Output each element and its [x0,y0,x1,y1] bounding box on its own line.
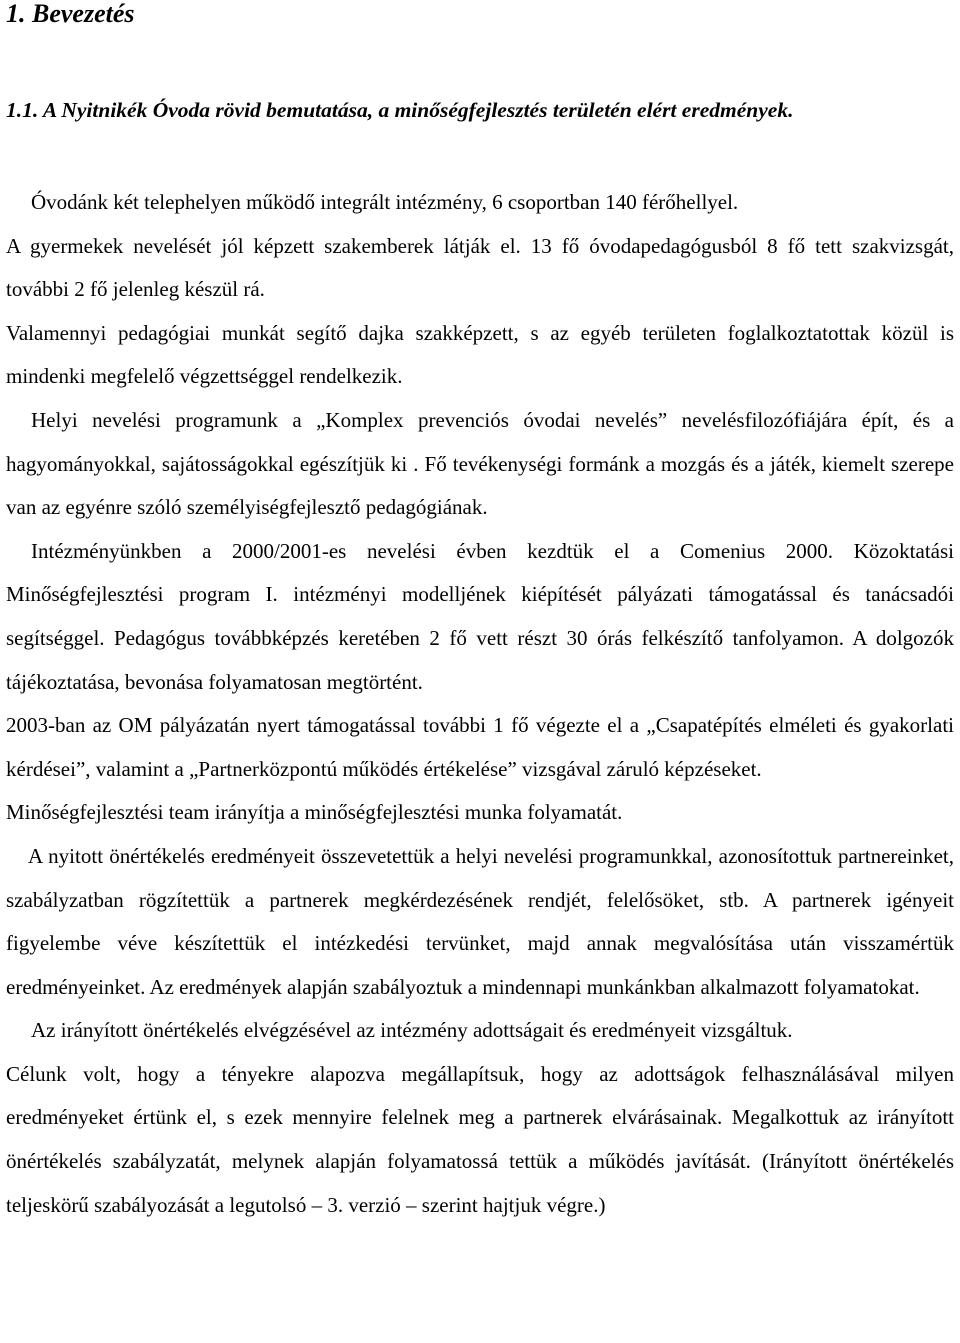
paragraph-program: Helyi nevelési programunk a „Komplex prevenciós óvodai nevelés” nevelésfilozófiájára épít, és a hagyományokkal, sajátosságokkal egészítjük ki . Fő tevékenységi formánk a mozgás és a játék, kiemelt szerepe van az egyénre szóló személyiségfejlesztő pedagógiának. [6,407,954,520]
chapter-heading: 1. Bevezetés [6,0,135,28]
paragraph-goals: Célunk volt, hogy a tényekre alapozva megállapítsuk, hogy az adottságok felhasználásával milyen eredményeket értünk el, s ezek mennyire felelnek meg a partnerek elvárásainak. Megalkottuk az irányított önértékelés szabályzatát, melynek alapján folyamatossá tettük a működés javítását. (Irányított önértékelés teljeskörű szabályozását a legutolsó – 3. verzió – szerint hajtjuk végre.) [6,1061,954,1217]
paragraph-nannies: Valamennyi pedagógiai munkát segítő dajka szakképzett, s az egyéb területen foglalkoztatottak közül is mindenki megfelelő végzettséggel rendelkezik. [6,320,954,389]
section-heading: 1.1. A Nyitnikék Óvoda rövid bemutatása, a minőségfejlesztés területén elért eredmények. [6,98,794,122]
paragraph-staff: A gyermekek nevelését jól képzett szakemberek látják el. 13 fő óvodapedagógusból 8 fő tett szakvizsgát, további 2 fő jelenleg készül rá. [6,233,954,302]
paragraph-om-grant: 2003-ban az OM pályázatán nyert támogatással további 1 fő végezte el a „Csapatépítés elméleti és gyakorlati kérdései”, valamint a „Partnerközpontú működés értékelése” vizsgával záruló képzéseket. [6,713,954,781]
paragraph-comenius: Intézményünkben a 2000/2001-es nevelési évben kezdtük el a Comenius 2000. Közoktatási Minőségfejlesztési program I. intézményi modelljének kiépítését pályázati támogatással és tanácsadói segítséggel. Pedagógus továbbképzés keretében 2 fő vett részt 30 órás felkészítő tanfolyamon. A dolgozók tájékoztatása, bevonása folyamatosan megtörtént. [6,538,954,694]
paragraph-self-assessment: A nyitott önértékelés eredményeit összevetettük a helyi nevelési programunkkal, azonosítottuk partnereinket, szabályzatban rögzítettük a partnerek megkérdezésének rendjét, felelősöket, stb. A partnerek igényeit figyelembe véve készítettük el intézkedési tervünket, majd annak megvalósítása után visszamértük eredményeinket. Az eredmények alapján szabályoztuk a mindennapi munkánkban alkalmazott folyamatokat. [6,843,954,999]
paragraph-directed-assessment: Az irányított önértékelés elvégzésével az intézmény adottságait és eredményeit vizsgáltuk. [31,1018,793,1043]
paragraph-intro: Óvodánk két telephelyen működő integrált intézmény, 6 csoportban 140 férőhellyel. [31,190,739,214]
paragraph-team: Minőségfejlesztési team irányítja a minőségfejlesztési munka folyamatát. [6,800,623,825]
body-text [6,181,954,1227]
